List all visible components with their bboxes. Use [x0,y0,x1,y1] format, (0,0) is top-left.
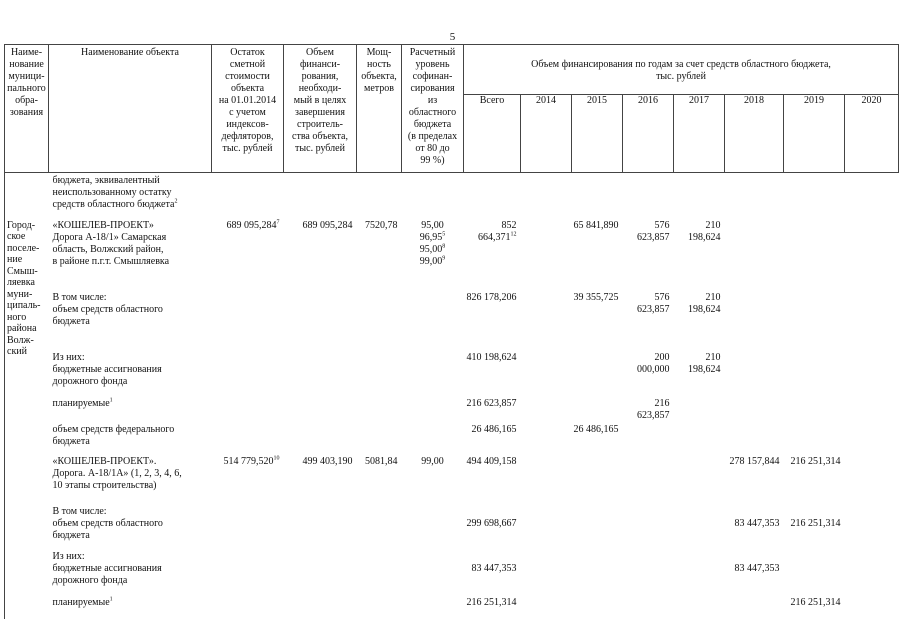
row-label: объем средств федерального бюджета [52,423,175,447]
total-cell: 83 447,353 [471,562,517,574]
header-year-2018: 2018 [725,95,784,173]
y2017-cell: 210 198,624 [688,219,721,243]
total-cell: 26 486,165 [471,423,517,435]
cofinancing-cell: 95,00 96,95$^5$ 95,00$^8$ 99,00$^9$ [419,219,446,267]
header-year-2014: 2014 [521,95,572,173]
y2018-cell: 278 157,844 [729,455,780,467]
header-year-2016: 2016 [623,95,674,173]
y2019-cell: 216 251,314 [790,517,841,529]
row-label: планируемые$^1$ [52,596,113,608]
table-row [5,456,899,506]
row-label: планируемые$^1$ [52,397,113,409]
header-year-2017: 2017 [674,95,725,173]
capacity-cell: 5081,84 [365,455,398,467]
y2019-cell [784,220,845,292]
table-row [5,424,899,456]
table-row [5,292,899,352]
total-cell: 216 623,857 [466,397,517,409]
volume-cell: 499 403,190 [302,455,353,467]
financing-table [4,44,899,619]
y2016-cell: 216 623,857 [637,397,670,421]
residual-cell: 689 095,284$^7$ [226,219,280,231]
table-row [5,398,899,424]
residual-cell: 514 779,520$^{10}$ [223,455,280,467]
y2018-cell: 83 447,353 [734,562,780,574]
y2016-cell: 200 000,000 [637,351,670,375]
y2019-cell: 216 251,314 [790,596,841,608]
volume-cell: 689 095,284 [302,219,353,231]
total-cell: 494 409,158 [466,455,517,467]
row-label: В том числе: объем средств областного бюджета [52,505,163,541]
row-label: «КОШЕЛЕВ-ПРОЕКТ» Дорога А-18/1» Самарская область, Волжский район, в районе п.г.т. Смышляевка [52,219,170,267]
header-capacity: Мощ- ность объекта, метров [357,45,402,173]
row-label: Из них: бюджетные ассигнования дорожного фонда [52,550,162,586]
header-total: Всего [464,95,521,173]
header-residual: Остаток сметной стоимости объекта на 01.01.2014 с учетом индексов- дефляторов, тыс. рублей [212,45,284,173]
header-financing-volume: Объем финанси- рования, необходи- мый в целях завершения строитель- ства объекта, тыс. рублей [284,45,357,173]
y2015-cell: 26 486,165 [573,423,619,435]
y2017-cell: 210 198,624 [688,351,721,375]
page-number: 5 [449,31,456,43]
header-year-2020: 2020 [845,95,899,173]
y2014-cell [521,220,572,292]
y2015-cell: 65 841,890 [573,219,619,231]
table-row [5,597,899,619]
header-object-name: Наименование объекта [49,45,212,173]
total-cell: 852 664,371$^{12}$ [478,219,517,243]
y2016-cell: 576 623,857 [637,219,670,243]
y2016-cell: 576 623,857 [637,291,670,315]
y2018-cell [725,220,784,292]
y2019-cell: 216 251,314 [790,455,841,467]
carry-text: бюджета, эквивалентный неиспользованному остатку средств областного бюджета$^2$ [52,175,178,210]
total-cell: 826 178,206 [466,291,517,303]
row-label: «КОШЕЛЕВ-ПРОЕКТ». Дорога. А-18/1А» (1, 2, 3, 4, 6, 10 этапы строительства) [52,455,182,491]
header-year-2015: 2015 [572,95,623,173]
table-row [5,352,899,398]
y2020-cell [845,220,899,292]
municipality-name: Город- ское поселе- ние Смыш- ляевка муни- ципаль- ного района Волж- ский [5,220,49,619]
row-label: Из них: бюджетные ассигнования дорожного фонда [52,351,162,387]
header-year-2019: 2019 [784,95,845,173]
y2015-cell: 39 355,725 [573,291,619,303]
header-cofinancing: Расчетный уровень софинан- сирования из областного бюджета (в пределах от 80 до 99 %) [402,45,464,173]
total-cell: 299 698,667 [466,517,517,529]
total-cell: 410 198,624 [466,351,517,363]
header-by-years: Объем финансирования по годам за счет средств областного бюджета, тыс. рублей [464,45,899,95]
total-cell: 216 251,314 [466,596,517,608]
cofinancing-cell: 99,00 [421,455,444,467]
y2017-cell: 210 198,624 [688,291,721,315]
table-row [5,220,899,292]
header-municipality: Наиме- нование муници- пального обра- зования [5,45,49,173]
table-row [5,551,899,597]
table-row [5,506,899,551]
row-label: В том числе: объем средств областного бюджета [52,291,163,327]
capacity-cell: 7520,78 [365,219,398,231]
y2018-cell: 83 447,353 [734,517,780,529]
